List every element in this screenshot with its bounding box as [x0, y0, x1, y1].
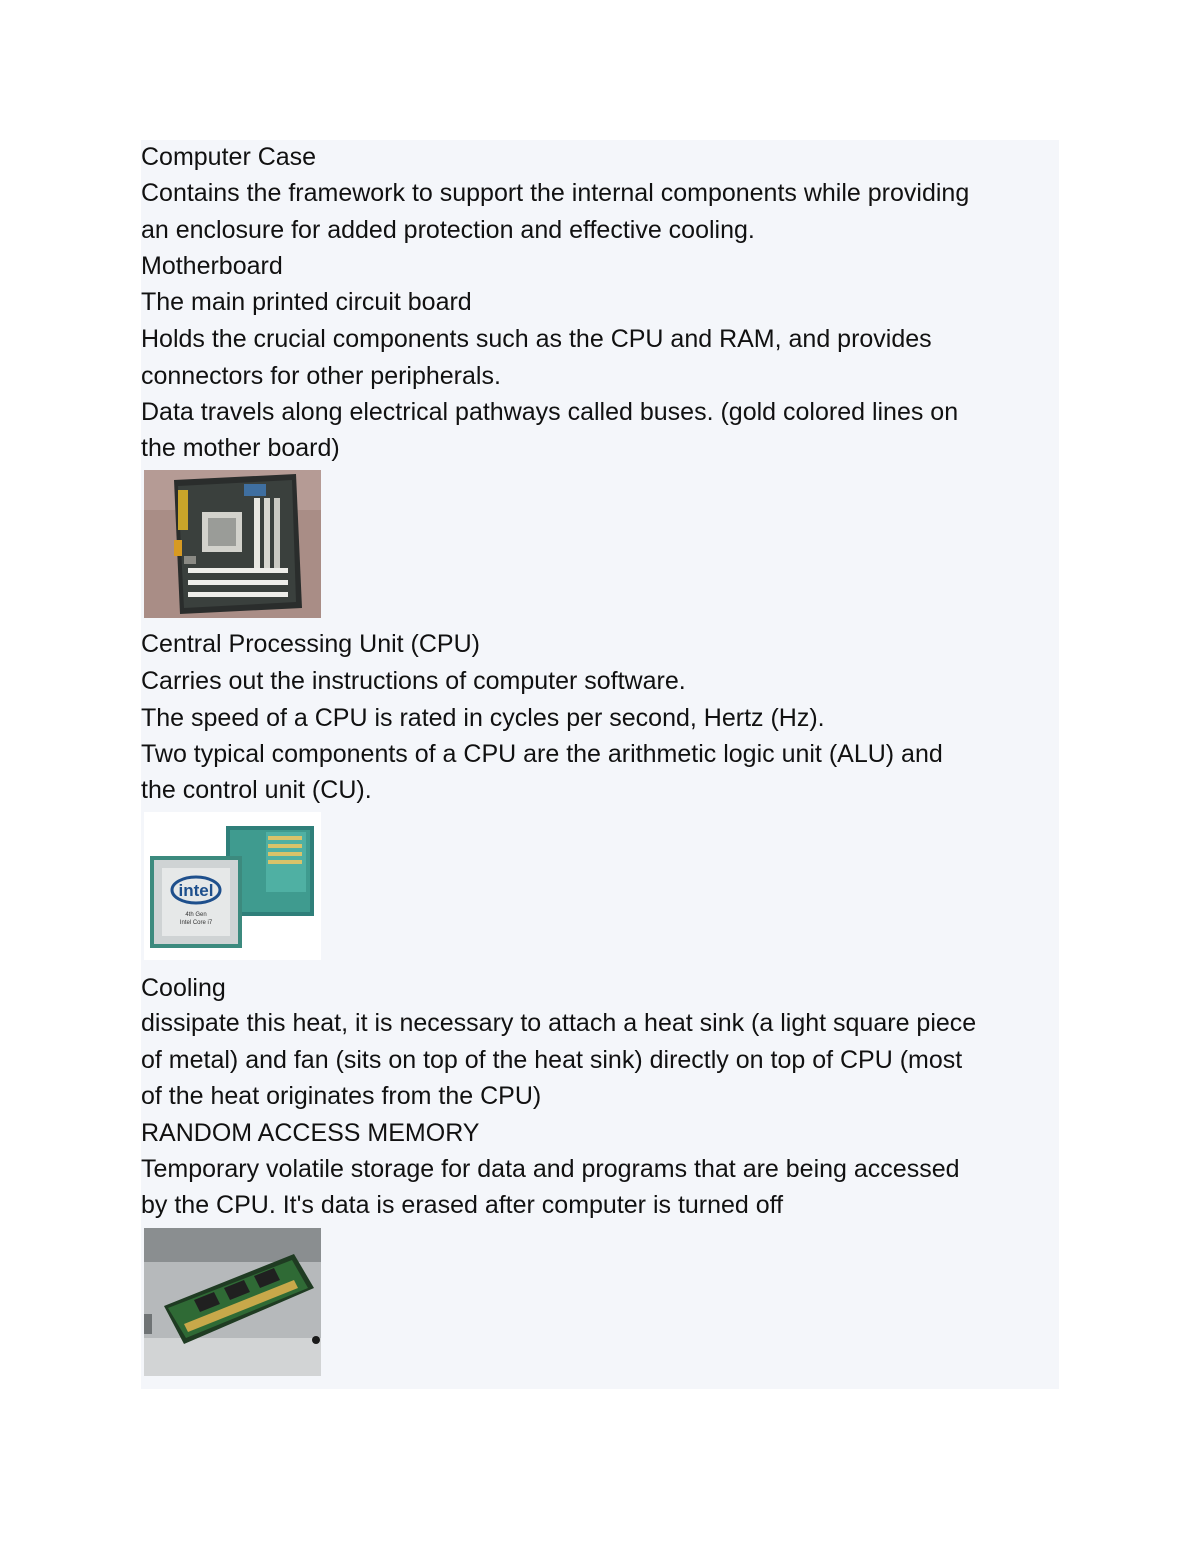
motherboard-image: [144, 470, 321, 618]
heading-motherboard: Motherboard: [141, 252, 283, 280]
body-line: The main printed circuit board: [141, 288, 472, 316]
body-line: dissipate this heat, it is necessary to attach a heat sink (a light square piece: [141, 1009, 977, 1037]
body-line: of metal) and fan (sits on top of the heat sink) directly on top of CPU (most: [141, 1046, 963, 1074]
body-line: Carries out the instructions of computer software.: [141, 667, 686, 695]
ram-image: [144, 1228, 321, 1376]
content-block: [141, 140, 1059, 1389]
body-line: the control unit (CU).: [141, 776, 372, 804]
body-line: the mother board): [141, 434, 340, 462]
body-line: of the heat originates from the CPU): [141, 1082, 542, 1110]
cpu-image: [144, 812, 321, 960]
heading-computer-case: Computer Case: [141, 143, 317, 171]
body-line: Holds the crucial components such as the CPU and RAM, and provides: [141, 325, 932, 353]
heading-ram: RANDOM ACCESS MEMORY: [141, 1119, 480, 1147]
cpu-logo-text: intel: [178, 881, 214, 900]
body-line: Two typical components of a CPU are the arithmetic logic unit (ALU) and: [141, 740, 943, 768]
cpu-small-text: Intel Core i7: [179, 920, 213, 926]
body-line: connectors for other peripherals.: [141, 362, 501, 390]
heading-cpu: Central Processing Unit (CPU): [141, 630, 480, 658]
body-line: The speed of a CPU is rated in cycles per second, Hertz (Hz).: [141, 704, 825, 732]
cpu-small-text: 4th Gen: [185, 912, 207, 918]
body-line: Data travels along electrical pathways called buses. (gold colored lines on: [141, 398, 959, 426]
body-line: by the CPU. It's data is erased after computer is turned off: [141, 1191, 784, 1219]
body-line: an enclosure for added protection and effective cooling.: [141, 216, 755, 244]
heading-cooling: Cooling: [141, 974, 226, 1002]
body-line: Contains the framework to support the internal components while providing: [141, 179, 970, 207]
body-line: Temporary volatile storage for data and programs that are being accessed: [141, 1155, 960, 1183]
